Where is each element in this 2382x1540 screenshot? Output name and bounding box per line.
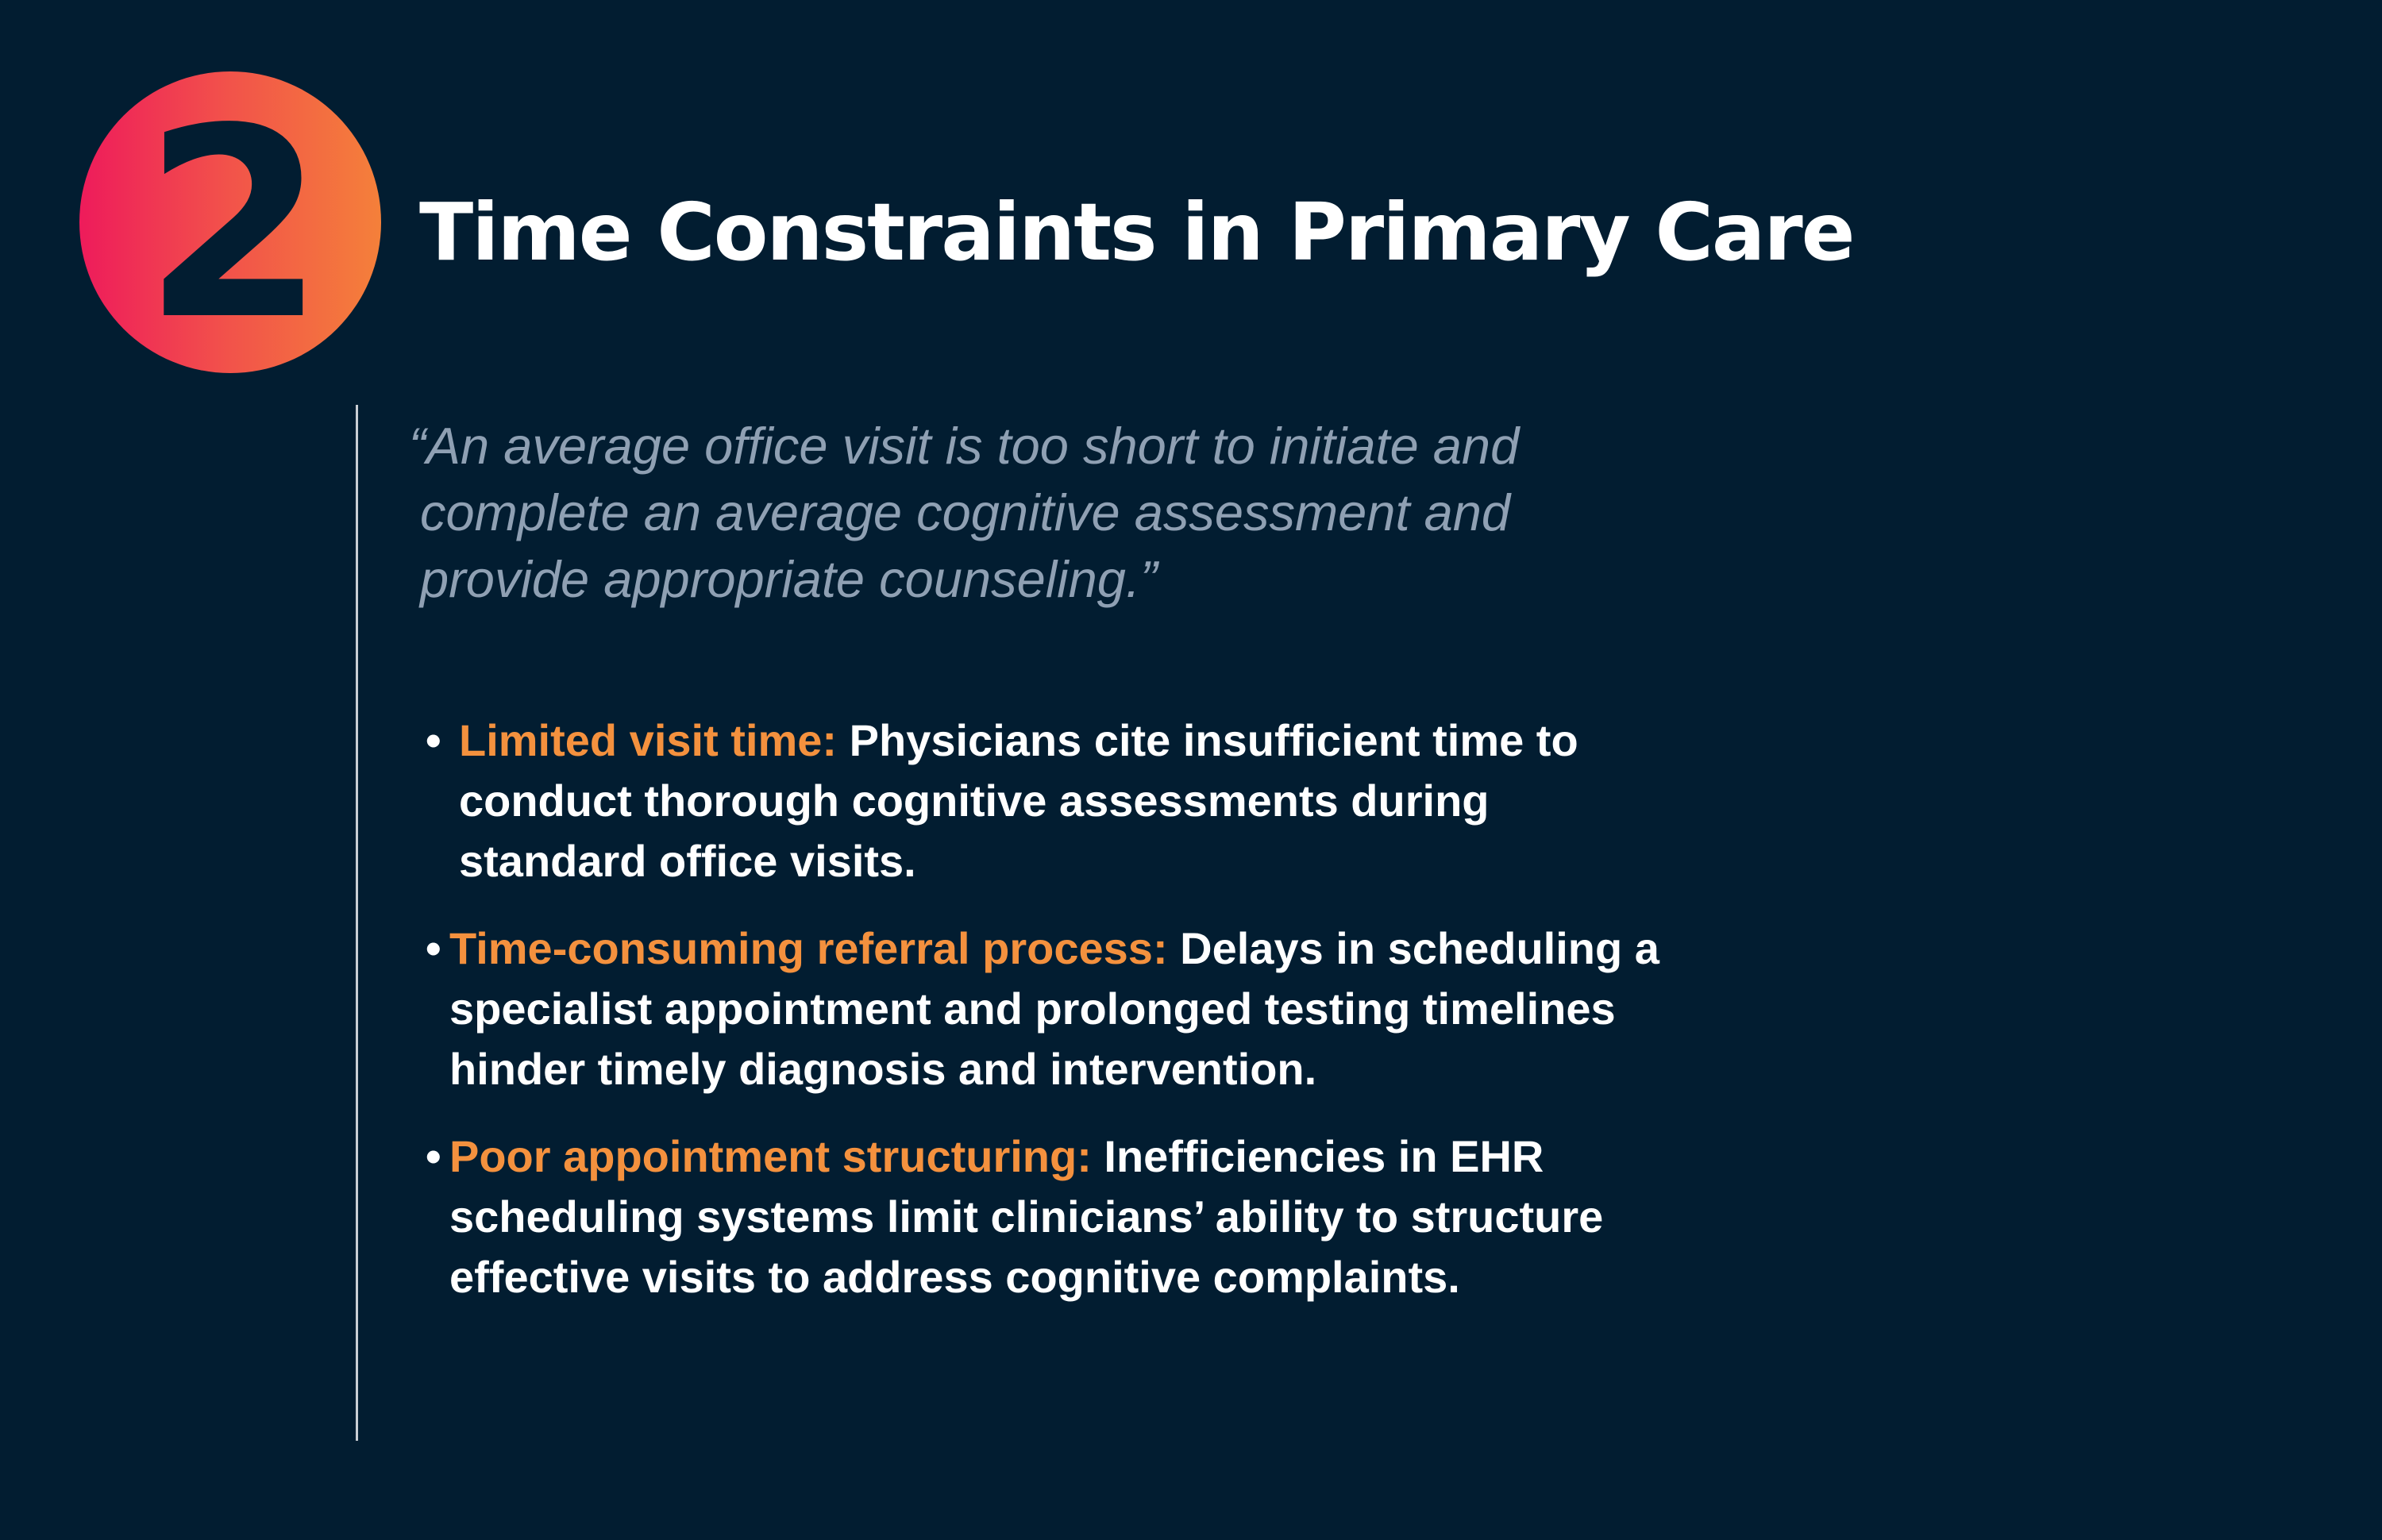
list-item-line: scheduling systems limit clinicians’ ability to structure	[449, 1192, 1604, 1242]
list-item-line: effective visits to address cognitive complaints.	[449, 1252, 1460, 1302]
bullet-icon: •	[426, 923, 441, 973]
bullet-icon: •	[426, 715, 441, 765]
quote-line: complete an average cognitive assessment and	[420, 483, 1511, 541]
vertical-divider	[356, 405, 358, 1441]
list-item-line	[419, 1126, 1690, 1187]
list-item-line	[419, 710, 1690, 771]
page-title: Time Constraints in Primary Care	[419, 186, 1854, 279]
list-item-label: Limited visit time:	[459, 715, 838, 765]
list-item-text: Delays in scheduling a	[1167, 923, 1659, 973]
list-item-line	[419, 918, 1690, 979]
list-item-label: Time-consuming referral process:	[449, 923, 1168, 973]
quote-line: provide appropriate counseling.”	[420, 550, 1158, 608]
pull-quote	[409, 413, 1679, 613]
step-number: 2	[143, 72, 318, 377]
bullet-icon: •	[426, 1131, 441, 1181]
list-item-text: Inefficiencies in EHR	[1091, 1131, 1544, 1181]
constraints-list	[419, 710, 1690, 1334]
list-item-line: conduct thorough cognitive assessments during	[459, 776, 1490, 826]
list-item-text: Physicians cite insufficient time to	[837, 715, 1578, 765]
step-number-badge	[79, 71, 381, 377]
quote-line: “An average office visit is too short to initiate and	[409, 417, 1520, 475]
list-item	[419, 710, 1690, 891]
list-item-line: hinder timely diagnosis and intervention.	[449, 1044, 1317, 1094]
list-item-line: specialist appointment and prolonged testing timelines	[449, 984, 1616, 1034]
list-item-line: standard office visits.	[459, 836, 916, 886]
list-item-label: Poor appointment structuring:	[449, 1131, 1092, 1181]
list-item	[419, 918, 1690, 1099]
list-item	[419, 1126, 1690, 1307]
